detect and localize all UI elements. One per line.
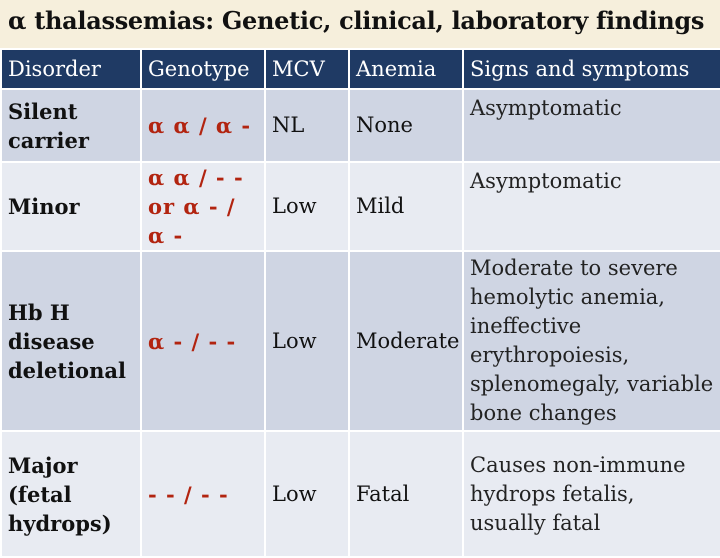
disorder-cell: Major (fetal hydrops) xyxy=(1,431,141,557)
disorder-cell: Minor xyxy=(1,162,141,251)
table-row xyxy=(1,431,720,557)
header-row xyxy=(1,49,720,89)
mcv-cell: NL xyxy=(265,89,349,162)
header-genotype: Genotype xyxy=(141,49,265,89)
table-row xyxy=(1,162,720,251)
header-mcv: MCV xyxy=(265,49,349,89)
header-signs: Signs and symptoms xyxy=(463,49,720,89)
mcv-cell: Low xyxy=(265,162,349,251)
findings-table xyxy=(0,48,720,558)
header-anemia: Anemia xyxy=(349,49,463,89)
disorder-cell: Hb H disease deletional xyxy=(1,251,141,431)
anemia-cell: Mild xyxy=(349,162,463,251)
genotype-cell: α - / - - xyxy=(141,251,265,431)
mcv-cell: Low xyxy=(265,431,349,557)
genotype-cell: - - / - - xyxy=(141,431,265,557)
anemia-cell: None xyxy=(349,89,463,162)
anemia-cell: Moderate xyxy=(349,251,463,431)
disorder-cell: Silent carrier xyxy=(1,89,141,162)
slide-title: α thalassemias: Genetic, clinical, laboratory findings xyxy=(8,6,705,35)
genotype-cell: α α / α - xyxy=(141,89,265,162)
table-row xyxy=(1,251,720,431)
genotype-cell: α α / - - or α - / α - xyxy=(141,162,265,251)
table-row xyxy=(1,89,720,162)
header-disorder: Disorder xyxy=(1,49,141,89)
signs-cell: Asymptomatic xyxy=(463,89,720,162)
signs-cell: Causes non-immune hydrops fetalis, usually fatal xyxy=(463,431,720,557)
mcv-cell: Low xyxy=(265,251,349,431)
signs-cell: Asymptomatic xyxy=(463,162,720,251)
anemia-cell: Fatal xyxy=(349,431,463,557)
signs-cell: Moderate to severe hemolytic anemia, ineffective erythropoiesis, splenomegaly, variable bone changes xyxy=(463,251,720,431)
